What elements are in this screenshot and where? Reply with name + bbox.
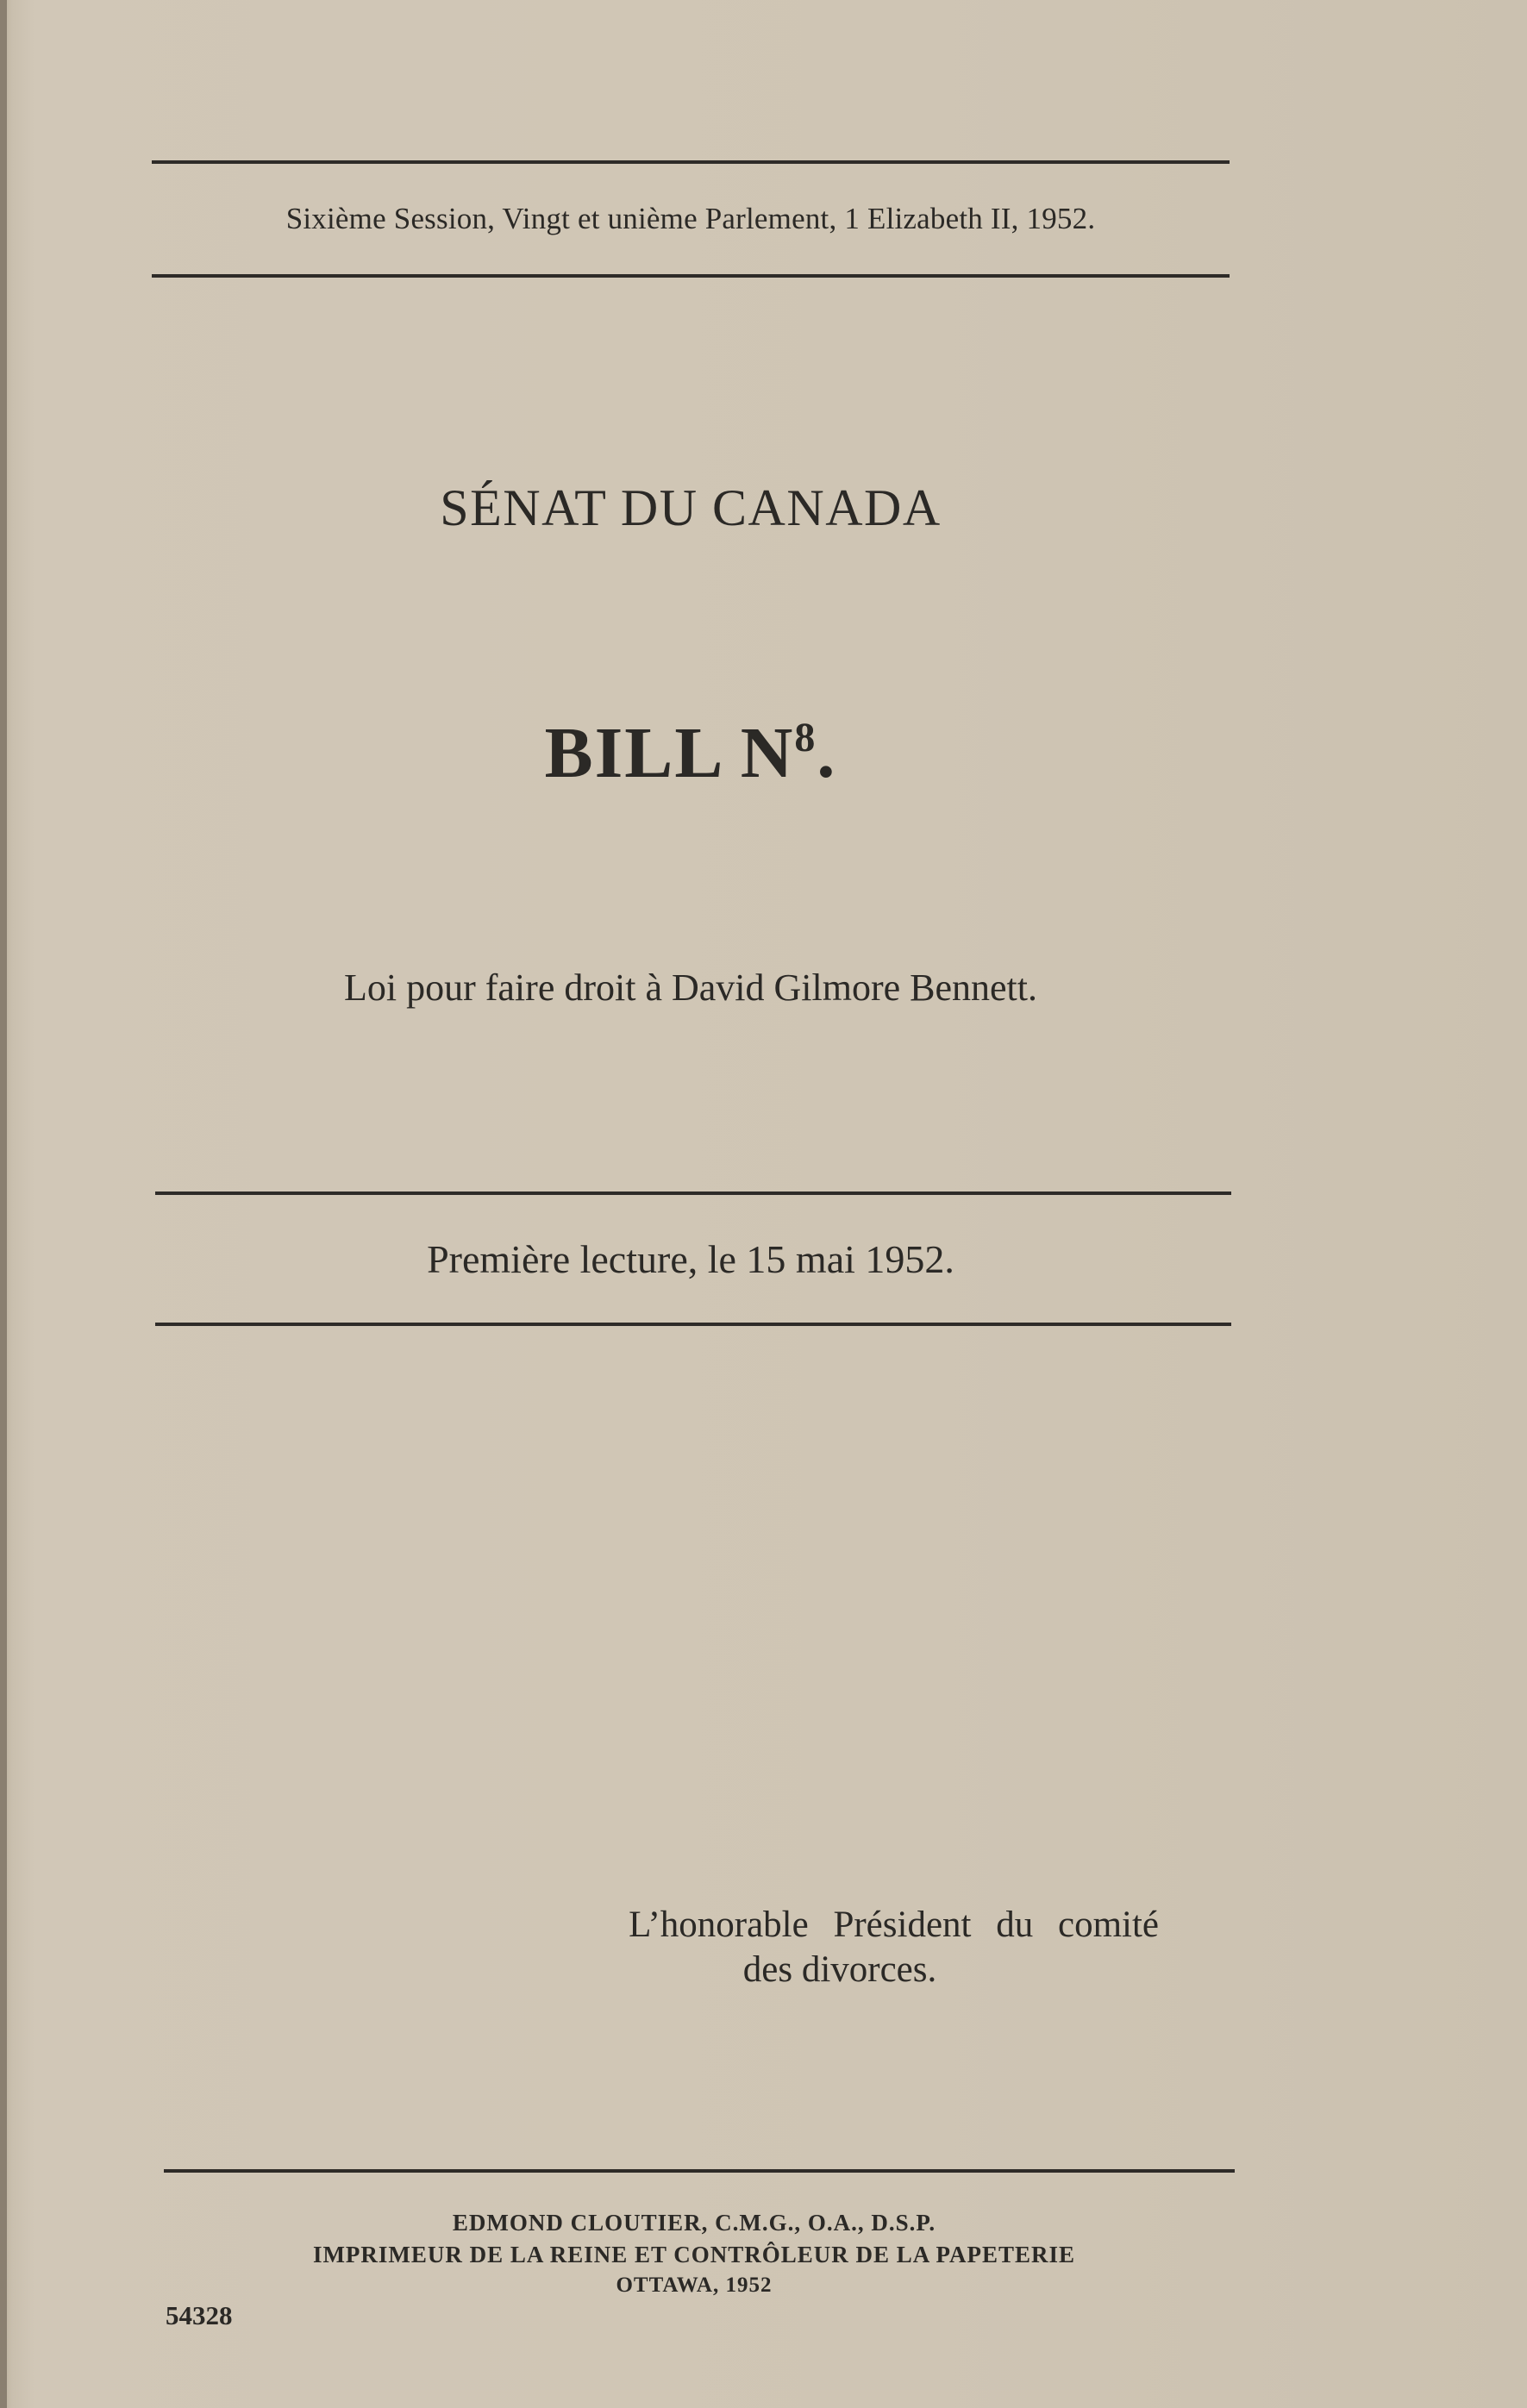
session-line: Sixième Session, Vingt et unième Parlement, 1 Elizabeth II, 1952.	[285, 202, 1096, 235]
header-bottom-rule	[152, 274, 1230, 278]
printer-line-1: EDMOND CLOUTIER, C.M.G., O.A., D.S.P.	[452, 2210, 936, 2236]
sponsor-line-2: des divorces.	[742, 1949, 937, 1990]
reading-bottom-rule	[155, 1323, 1231, 1326]
sponsor-line-1: L’honorable Président du comité	[629, 1905, 1159, 1945]
first-reading: Première lecture, le 15 mai 1952.	[427, 1237, 954, 1281]
page-spine-edge	[0, 0, 7, 2408]
senate-heading: SÉNAT DU CANADA	[440, 479, 942, 536]
top-rule	[152, 160, 1230, 164]
printer-line-2: IMPRIMEUR DE LA REINE ET CONTRÔLEUR DE LA PAPETERIE	[312, 2242, 1076, 2267]
bill-number	[152, 711, 1230, 795]
printer-line-3: OTTAWA, 1952	[616, 2274, 773, 2297]
printer-rule	[164, 2169, 1235, 2173]
reading-top-rule	[155, 1191, 1231, 1195]
document-number: 54328	[166, 2300, 233, 2330]
bill-subject: Loi pour faire droit à David Gilmore Bennett.	[344, 966, 1037, 1009]
bill-suffix: .	[817, 713, 837, 793]
bill-label: BILL N	[544, 713, 795, 793]
bill-superscript: 8	[794, 715, 817, 760]
